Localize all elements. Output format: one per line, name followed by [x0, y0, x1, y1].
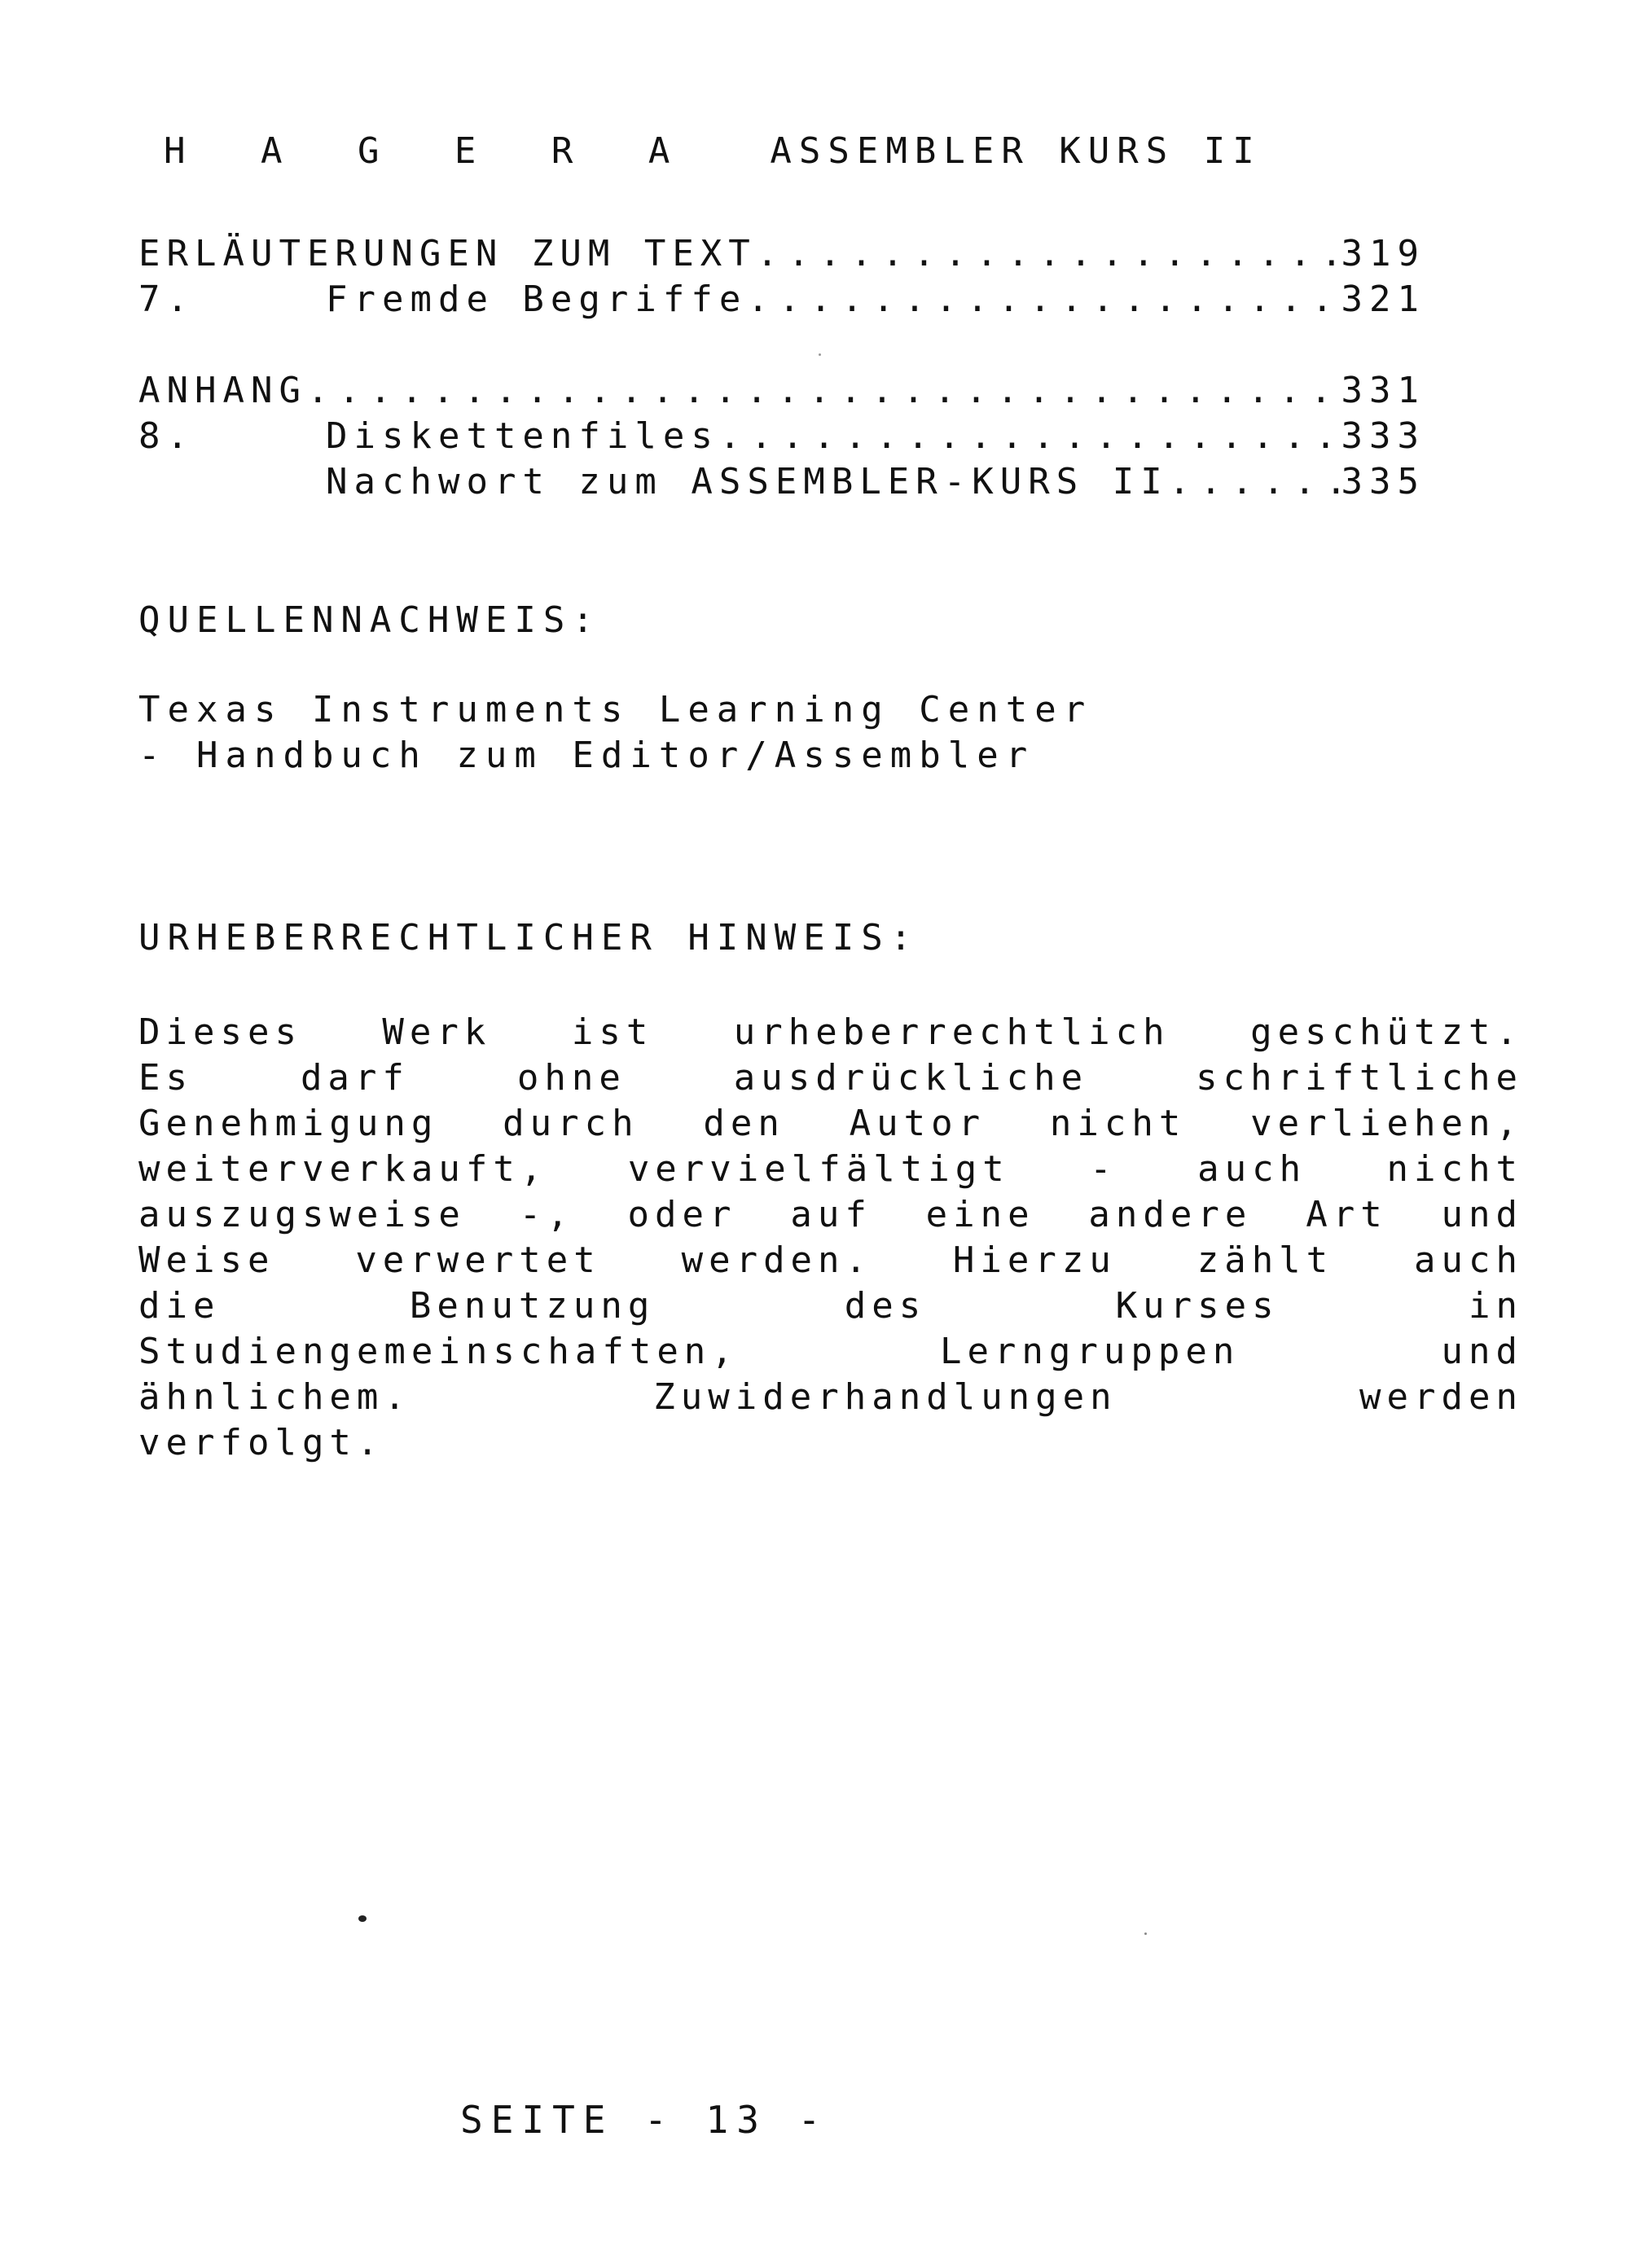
toc-title: Fremde Begriffe	[326, 279, 748, 320]
toc-entry-nachwort	[138, 461, 1425, 502]
toc-leader	[757, 236, 1341, 272]
toc-leader	[719, 419, 1341, 454]
toc-title: Nachwort zum ASSEMBLER-KURS II	[326, 461, 1169, 502]
paragraph-line: Dieses Werk ist urheberrechtlich geschützt.	[138, 1011, 1523, 1053]
paragraph-line: ähnlichem. Zuwiderhandlungen werden	[138, 1376, 1523, 1418]
toc-group-anhang	[138, 370, 1425, 411]
toc-title: ANHANG	[138, 370, 307, 411]
toc-group-erlaeuterungen	[138, 233, 1425, 274]
toc-leader	[1169, 464, 1341, 500]
brand-name: H A G E R A	[163, 130, 697, 172]
copyright-heading: URHEBERRECHTLICHER HINWEIS:	[138, 917, 920, 959]
scan-speck	[1144, 1932, 1147, 1935]
toc-number: 7.	[138, 279, 195, 320]
sources-line: Texas Instruments Learning Center	[138, 689, 1093, 730]
paragraph-line: Weise verwertet werden. Hierzu zählt auch	[138, 1239, 1523, 1281]
toc-page: 335	[1341, 461, 1425, 502]
copyright-paragraph	[138, 1010, 1523, 1466]
toc-page: 321	[1341, 279, 1425, 320]
document-header	[106, 98, 1262, 172]
toc-entry-diskettenfiles	[138, 415, 1425, 457]
toc-leader	[747, 282, 1341, 318]
toc-leader	[307, 373, 1341, 409]
paragraph-line: Es darf ohne ausdrückliche schriftliche	[138, 1057, 1523, 1099]
page-number: SEITE - 13 -	[460, 2098, 829, 2142]
paragraph-line: Studiengemeinschaften, Lerngruppen und	[138, 1331, 1523, 1372]
toc-page: 331	[1341, 370, 1425, 411]
sources-heading: QUELLENNACHWEIS:	[138, 599, 601, 641]
scan-speck	[358, 1915, 367, 1922]
paragraph-line: weiterverkauft, vervielfältigt - auch nicht	[138, 1148, 1523, 1190]
toc-title: Diskettenfiles	[326, 415, 719, 457]
paragraph-line: verfolgt.	[138, 1422, 384, 1463]
toc-page: 319	[1341, 233, 1425, 274]
course-title: ASSEMBLER KURS II	[770, 130, 1262, 172]
sources-line: - Handbuch zum Editor/Assembler	[138, 735, 1035, 776]
toc-number: 8.	[138, 415, 195, 457]
toc-entry-fremde-begriffe	[138, 279, 1425, 320]
paragraph-line: die Benutzung des Kurses in	[138, 1285, 1523, 1327]
paragraph-line: Genehmigung durch den Autor nicht verliehen,	[138, 1103, 1523, 1144]
paragraph-line: auszugsweise -, oder auf eine andere Art und	[138, 1194, 1523, 1235]
scan-speck	[819, 353, 821, 356]
toc-title: ERLÄUTERUNGEN ZUM TEXT	[138, 233, 757, 274]
toc-page: 333	[1341, 415, 1425, 457]
